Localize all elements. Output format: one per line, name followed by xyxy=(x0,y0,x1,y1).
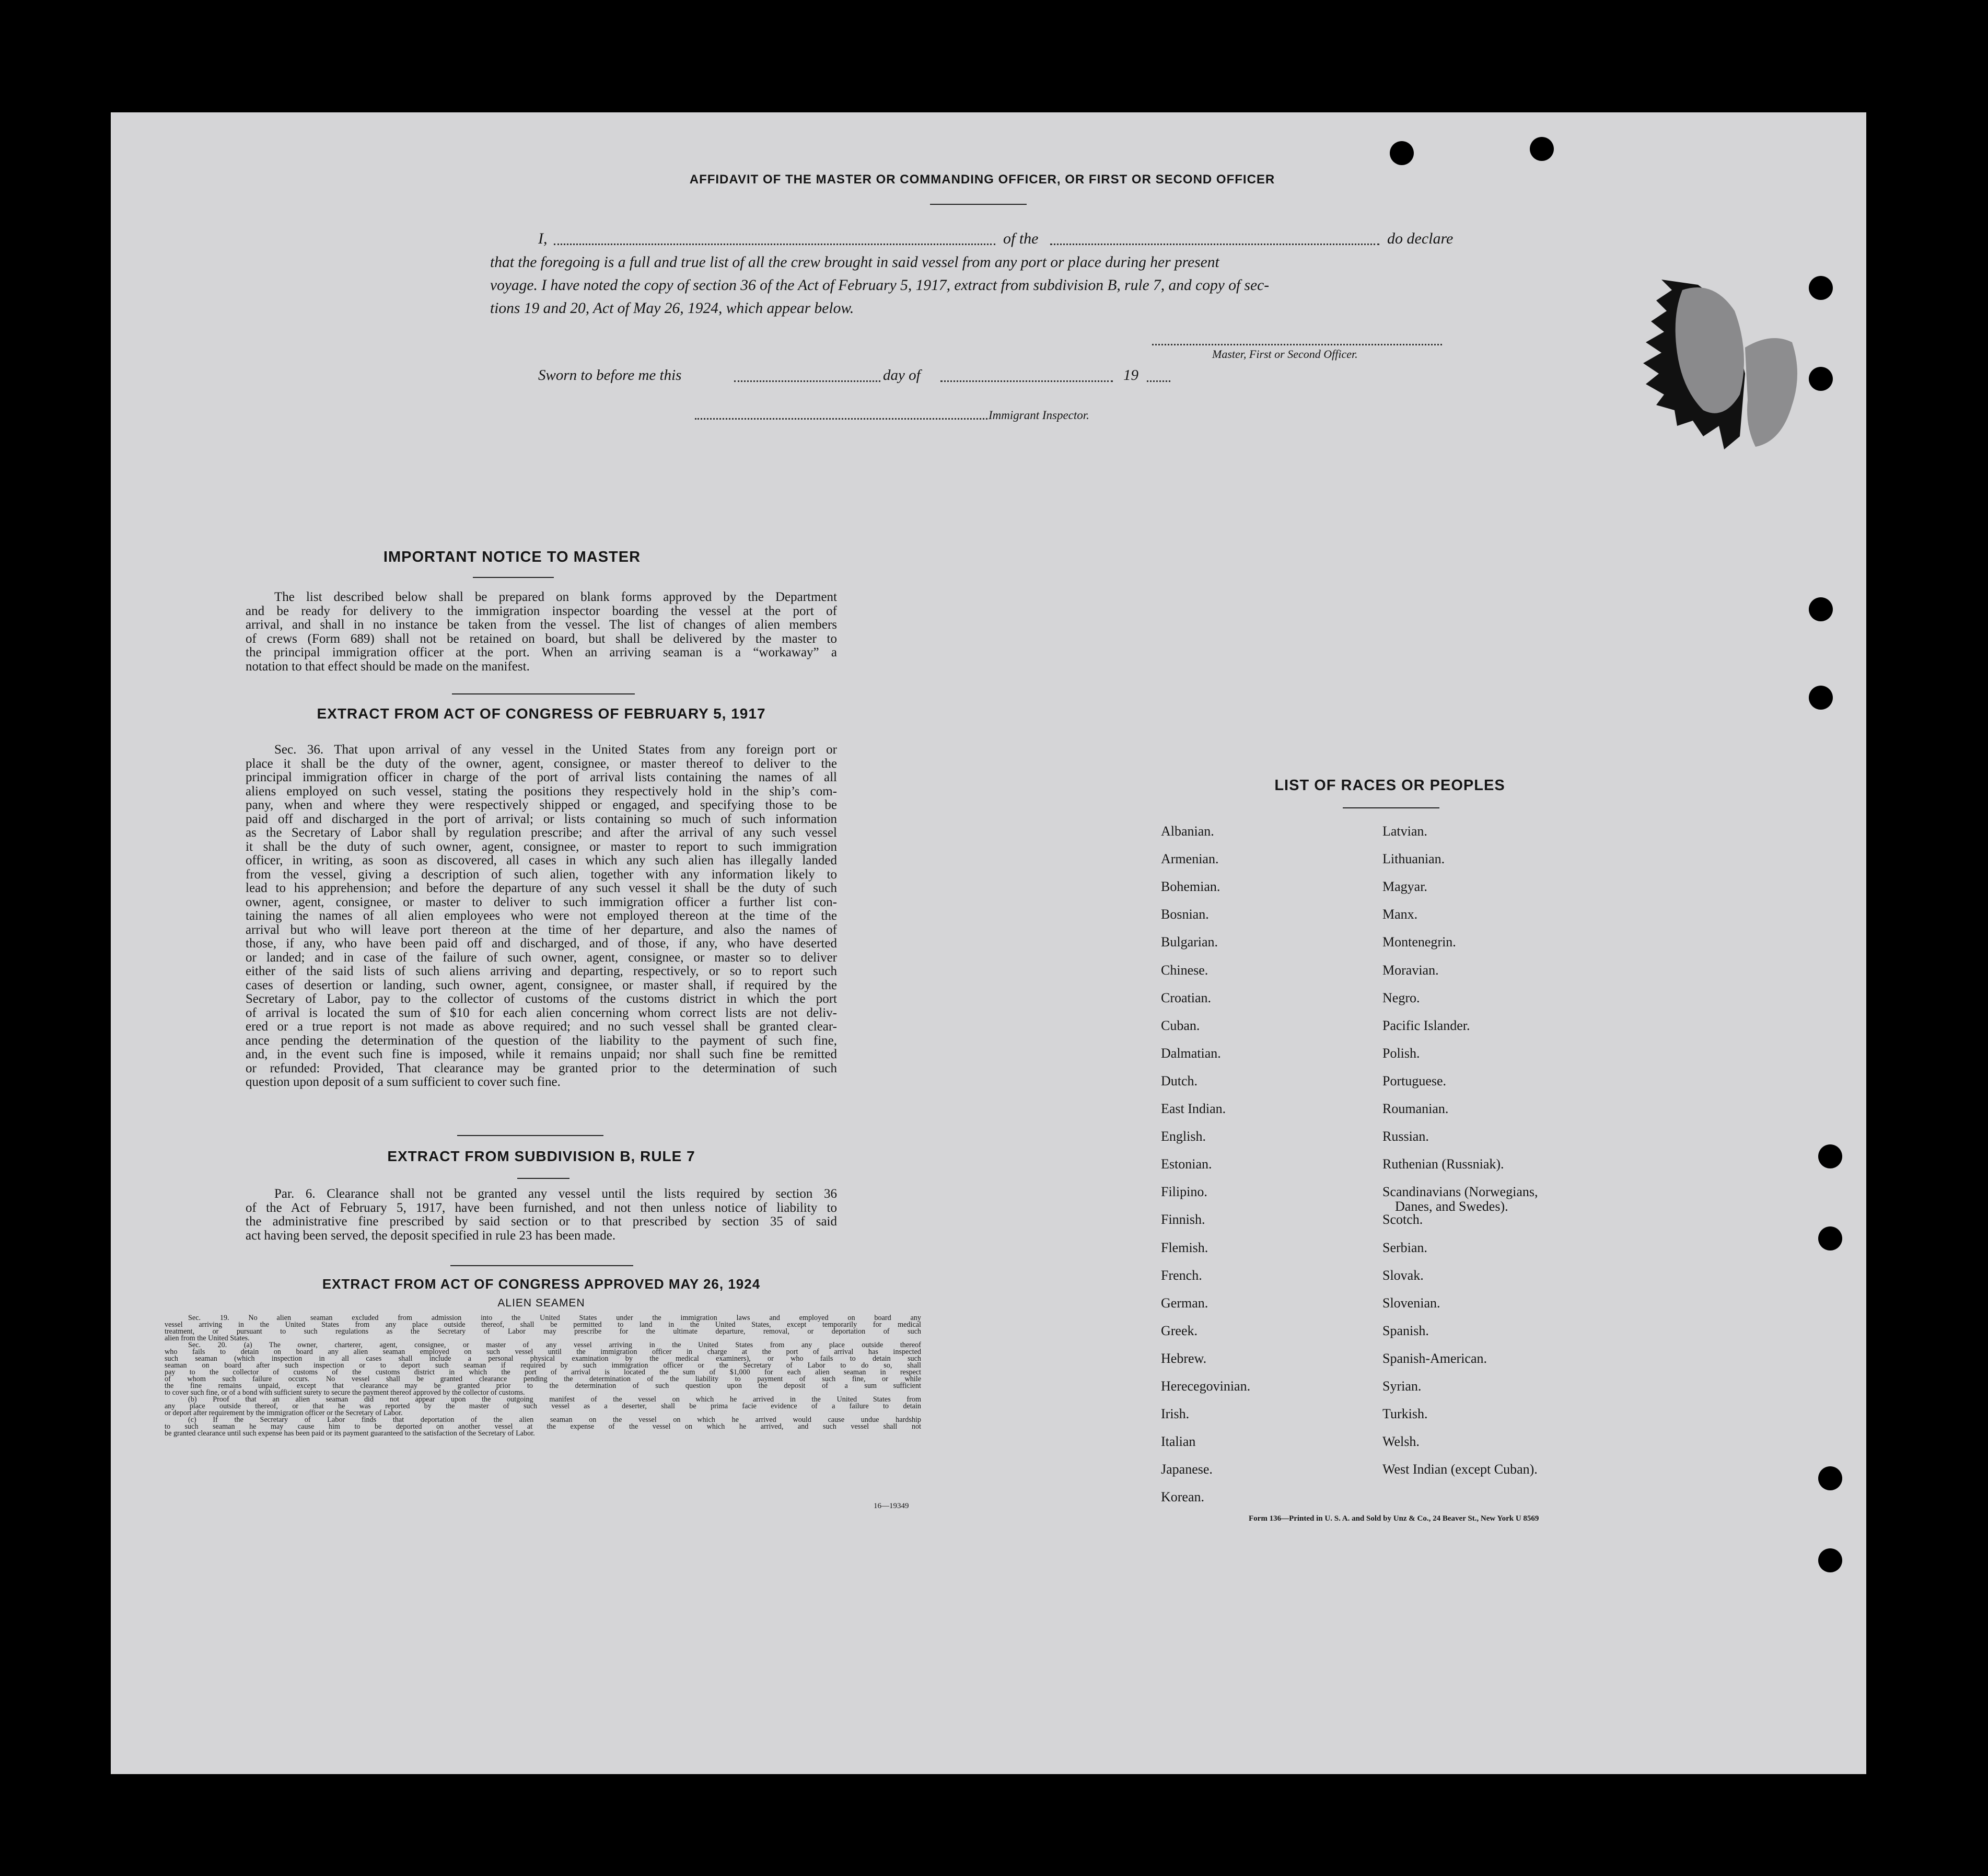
extract-1924-line: Sec. 20. (a) The owner, charterer, agent, consignee, or master of any vessel arriving in the United States from any place outside thereof xyxy=(188,1341,921,1349)
extract-1924-line: treatment, or pursuant to such regulations as the Secretary of Labor may prescribe for the ultimate departure, removal, or deportation of such xyxy=(165,1327,921,1336)
race-item: Roumanian. xyxy=(1382,1101,1449,1116)
race-item: German. xyxy=(1161,1295,1208,1311)
race-item: East Indian. xyxy=(1161,1101,1226,1116)
section-divider xyxy=(452,693,635,694)
race-item: Finnish. xyxy=(1161,1212,1205,1227)
race-item: Dutch. xyxy=(1161,1073,1198,1088)
punch-hole xyxy=(1809,686,1833,710)
rule7-title-rule xyxy=(517,1178,569,1179)
affidavit-line: that the foregoing is a full and true list of all the crew brought in said vessel from any port or place during her present xyxy=(490,254,1219,271)
race-item: Armenian. xyxy=(1161,851,1219,867)
extract-1917-title: EXTRACT FROM ACT OF CONGRESS OF FEBRUARY 5, 1917 xyxy=(317,705,766,722)
race-item: Danes, and Swedes). xyxy=(1395,1199,1508,1214)
race-item: Croatian. xyxy=(1161,990,1212,1005)
extract-1924-line: of whom such failure occurs. No vessel shall be granted clearance pending the determination of the liability to payment of such fine, or while xyxy=(165,1375,921,1383)
race-item: Greek. xyxy=(1161,1323,1198,1338)
extract-1917-line: owner, agent, consignee, or master to deliver to such immigration officer a further list con- xyxy=(246,895,837,909)
extract-1924-line: any place outside thereof, or that he was reported by the master of such vessel as a deserter, shall be prima facie evidence of a failure to detain xyxy=(165,1402,921,1410)
punch-hole xyxy=(1818,1144,1842,1168)
affidavit-title: AFFIDAVIT OF THE MASTER OR COMMANDING OFFICER, OR FIRST OR SECOND OFFICER xyxy=(689,172,1275,187)
race-item: French. xyxy=(1161,1267,1202,1283)
rule7-line: of the Act of February 5, 1917, have been furnished, and not then unless notice of liability to xyxy=(246,1200,837,1215)
race-item: Magyar. xyxy=(1382,879,1427,895)
race-item: Chinese. xyxy=(1161,962,1208,978)
punch-hole xyxy=(1809,597,1833,621)
extract-1917-line: from the vessel, giving a description of such alien, together with any information likely to xyxy=(246,867,837,882)
sworn-month-blank[interactable] xyxy=(940,372,1113,382)
extract-1917-line: it shall be the duty of such owner, agent, consignee, or master to report to such immigration xyxy=(246,839,837,854)
sworn-year-blank[interactable] xyxy=(1147,372,1170,382)
rule7-paragraph xyxy=(246,1187,837,1243)
race-item: Welsh. xyxy=(1382,1434,1420,1450)
race-item: Montenegrin. xyxy=(1382,934,1456,950)
extract-1917-line: pany, when and where they were respectively shipped or engaged, and specifying those to be xyxy=(246,798,837,812)
race-item: Flemish. xyxy=(1161,1240,1208,1255)
extract-1924-title: EXTRACT FROM ACT OF CONGRESS APPROVED MAY 26, 1924 xyxy=(322,1276,761,1292)
race-item: Ruthenian (Russniak). xyxy=(1382,1156,1504,1172)
extract-1924-line: to cover such fine, or of a bond with sufficient surety to secure the payment thereof approved by the collector of customs. xyxy=(165,1388,525,1397)
extract-1917-paragraph xyxy=(246,743,837,1090)
extract-1924-line: (c) If the Secretary of Labor finds that deportation of the alien seaman on the vessel on which he arrived would cause undue hardship xyxy=(188,1416,921,1424)
race-item: Albanian. xyxy=(1161,824,1214,839)
extract-1917-line: place it shall be the duty of the owner, agent, consignee, or master thereof to deliver to the xyxy=(246,756,837,771)
punch-hole xyxy=(1390,141,1414,165)
race-item: Slovenian. xyxy=(1382,1295,1440,1311)
race-item: Scotch. xyxy=(1382,1212,1423,1227)
race-item: Cuban. xyxy=(1161,1017,1200,1033)
master-signature-label: Master, First or Second Officer. xyxy=(1212,348,1358,361)
extract-1917-line: of arrival is located the sum of $10 for each alien concerning whom correct lists are not deliv- xyxy=(246,1005,837,1020)
race-item: Dalmatian. xyxy=(1161,1045,1221,1061)
notary-seal-remnant xyxy=(1614,269,1823,457)
punch-hole xyxy=(1530,137,1554,161)
races-title: LIST OF RACES OR PEOPLES xyxy=(1274,777,1505,794)
affidavit-title-rule xyxy=(930,204,1027,205)
extract-1917-line: officer, in writing, as soon as discovered, all cases in which any such alien has illegally landed xyxy=(246,853,837,867)
race-item: Korean. xyxy=(1161,1489,1205,1505)
year-text: 19 xyxy=(1123,367,1138,384)
punch-hole xyxy=(1818,1466,1842,1490)
race-item: Bulgarian. xyxy=(1161,934,1218,950)
extract-1917-line: as the Secretary of Labor shall by regulation prescribe; and after the arrival of any such vessel xyxy=(246,826,837,840)
rule7-line: act having been served, the deposit specified in rule 23 has been made. xyxy=(246,1228,616,1243)
extract-1917-line: lead to his apprehension; and before the departure of any such vessel it shall be the duty of such xyxy=(246,881,837,895)
notice-line: notation to that effect should be made on the manifest. xyxy=(246,659,530,674)
punch-hole xyxy=(1818,1226,1842,1250)
race-item: Bohemian. xyxy=(1161,879,1220,895)
race-item: Syrian. xyxy=(1382,1379,1422,1394)
extract-1924-line: who fails to detain on board any alien seaman employed on such vessel until the immigration officer in charge at the port of arrival has inspected xyxy=(165,1348,921,1356)
notice-line: the principal immigration officer at the port. When an arriving seaman is a “workaway” a xyxy=(246,645,837,659)
name-blank[interactable] xyxy=(554,234,995,245)
race-item: Herecegovinian. xyxy=(1161,1379,1251,1394)
extract-1924-line: or deport after requirement by the immigration officer or the Secretary of Labor. xyxy=(165,1409,403,1417)
race-item: Japanese. xyxy=(1161,1462,1213,1477)
race-item: Manx. xyxy=(1382,907,1418,922)
form-code: 16—19349 xyxy=(874,1502,909,1510)
extract-1917-line: ered or a true report is not made as above required; and no such vessel shall be granted clear- xyxy=(246,1020,837,1034)
sworn-text: Sworn to before me this xyxy=(538,367,682,384)
race-item: Serbian. xyxy=(1382,1240,1427,1255)
race-item: Polish. xyxy=(1382,1045,1420,1061)
races-title-rule xyxy=(1343,807,1439,808)
extract-1917-line: question upon deposit of a sum sufficient to cover such fine. xyxy=(246,1075,561,1089)
extract-1924-line: (b) Proof that an alien seaman did not appear upon the outgoing manifest of the vessel on which he arrived in the United States from xyxy=(188,1395,921,1404)
notice-title: IMPORTANT NOTICE TO MASTER xyxy=(383,549,641,565)
extract-1924-line: the fine remains unpaid, except that clearance may be granted prior to the determination of such question upon the deposit of a sum sufficient xyxy=(165,1382,921,1390)
race-item: Negro. xyxy=(1382,990,1420,1005)
section-divider xyxy=(450,1265,633,1266)
race-item: Hebrew. xyxy=(1161,1350,1207,1366)
race-item: Spanish. xyxy=(1382,1323,1429,1338)
extract-1924-line: vessel arriving in the United States from any place outside thereof, shall be permitted to land in the United States, except temporarily for medical xyxy=(165,1321,921,1329)
extract-1917-line: aliens employed on such vessel, stating the positions they respectively hold in the ship’s com- xyxy=(246,784,837,798)
race-item: West Indian (except Cuban). xyxy=(1382,1462,1538,1477)
notice-title-rule xyxy=(473,577,554,578)
race-item: Scandinavians (Norwegians, xyxy=(1382,1184,1538,1200)
affidavit-i: I, xyxy=(538,230,548,247)
race-item: Portuguese. xyxy=(1382,1073,1447,1088)
inspector-signature-label: Immigrant Inspector. xyxy=(989,409,1089,422)
notice-line: arrival, and shall in no instance be taken from the vessel. The list of changes of alien members xyxy=(246,618,837,632)
extract-1917-line: principal immigration officer in charge of the port of arrival lists containing the names of all xyxy=(246,770,837,784)
printer-footer: Form 136—Printed in U. S. A. and Sold by Unz & Co., 24 Beaver St., New York U 8569 xyxy=(1249,1514,1539,1523)
extract-1924-line: be granted clearance until such expense has been paid or its payment guaranteed to the satisfaction of the Secretary of Labor. xyxy=(165,1429,535,1438)
rule7-line: the administrative fine prescribed by said section or to that prescribed by section 35 of said xyxy=(246,1214,837,1229)
extract-1924-line: such seaman (which inspection in all cases shall include a personal physical examination by the medical examiners), or who fails to detain such xyxy=(165,1354,921,1363)
race-item: Spanish-American. xyxy=(1382,1350,1487,1366)
extract-1917-line: ance pending the determination of the question of the liability to the payment of such fine, xyxy=(246,1033,837,1048)
race-item: Slovak. xyxy=(1382,1267,1424,1283)
race-item: Italian xyxy=(1161,1434,1196,1450)
affidavit-of-the: of the xyxy=(1003,230,1039,247)
master-signature-line[interactable] xyxy=(1152,334,1442,345)
affidavit-declare: do declare xyxy=(1387,230,1454,247)
race-item: Pacific Islander. xyxy=(1382,1017,1470,1033)
extract-1924-line: seaman on board after such inspection or to deport such seaman if required by such immigration officer or the Secretary of Labor to do so, shall xyxy=(165,1361,921,1370)
punch-hole xyxy=(1818,1548,1842,1572)
sworn-day-blank[interactable] xyxy=(734,372,880,382)
section-divider xyxy=(457,1135,603,1136)
extract-1917-line: Sec. 36. That upon arrival of any vessel in the United States from any foreign port or xyxy=(274,743,837,757)
extract-1924-paragraph xyxy=(165,1315,921,1437)
rule7-line: Par. 6. Clearance shall not be granted any vessel until the lists required by section 36 xyxy=(274,1187,837,1201)
inspector-signature-line[interactable] xyxy=(695,410,987,420)
extract-1917-line: either of the said lists of such aliens arriving and departing, respectively, or so to report such xyxy=(246,964,837,978)
race-item: Turkish. xyxy=(1382,1406,1428,1422)
day-of-text: day of xyxy=(883,367,921,384)
notice-line: of crews (Form 689) shall not be retained on board, but shall be delivered by the master to xyxy=(246,631,837,646)
alien-seamen-subtitle: ALIEN SEAMEN xyxy=(497,1297,585,1309)
extract-1917-line: Secretary of Labor, pay to the collector of customs of the customs district in which the port xyxy=(246,992,837,1006)
extract-1917-line: arrival but who will leave port thereon at the time of her departure, and also the names of xyxy=(246,922,837,937)
extract-1917-line: those, if any, who have been paid off and discharged, and of those, if any, who have deserted xyxy=(246,936,837,951)
race-item: Irish. xyxy=(1161,1406,1190,1422)
race-item: English. xyxy=(1161,1129,1206,1144)
rule7-title: EXTRACT FROM SUBDIVISION B, RULE 7 xyxy=(387,1148,695,1164)
extract-1924-line: pay to the collector of customs of the customs district in which the port of arrival is located the sum of $1,000 for each alien seaman in respect xyxy=(165,1368,921,1376)
race-item: Estonian. xyxy=(1161,1156,1212,1172)
vessel-blank[interactable] xyxy=(1050,234,1379,245)
race-item: Russian. xyxy=(1382,1129,1429,1144)
notice-paragraph xyxy=(246,590,837,674)
extract-1924-line: Sec. 19. No alien seaman excluded from admission into the United States under the immigration laws and employed on board any xyxy=(188,1314,921,1322)
extract-1917-line: and, in the event such fine is imposed, while it remains unpaid; nor shall such fine be remitted xyxy=(246,1047,837,1061)
affidavit-line: voyage. I have noted the copy of section 36 of the Act of February 5, 1917, extract from subdivision B, rule 7, and copy of sec- xyxy=(490,277,1270,294)
race-item: Latvian. xyxy=(1382,824,1427,839)
notice-line: The list described below shall be prepared on blank forms approved by the Department xyxy=(274,590,837,604)
extract-1917-line: paid off and discharged in the port of arrival; or lists containing so much of such information xyxy=(246,812,837,826)
race-item: Moravian. xyxy=(1382,962,1439,978)
extract-1917-line: or landed; and in case of the failure of such owner, agent, consignee, or master so to deliver xyxy=(246,950,837,965)
extract-1917-line: cases of desertion or landing, such owner, agent, consignee, or master shall, if required by the xyxy=(246,978,837,992)
extract-1924-line: to such seaman he may cause him to be deported on another vessel at the expense of the vessel on which he arrived, and such vessel shall not xyxy=(165,1422,921,1431)
race-item: Filipino. xyxy=(1161,1184,1207,1200)
extract-1917-line: taining the names of all alien employees who were not employed thereon at the time of the xyxy=(246,909,837,923)
race-item: Lithuanian. xyxy=(1382,851,1445,867)
notice-line: and be ready for delivery to the immigration inspector boarding the vessel at the port of xyxy=(246,604,837,618)
affidavit-line: tions 19 and 20, Act of May 26, 1924, which appear below. xyxy=(490,300,854,317)
extract-1917-line: or refunded: Provided, That clearance may be granted prior to the determination of such xyxy=(246,1061,837,1075)
extract-1924-line: alien from the United States. xyxy=(165,1334,250,1342)
race-item: Bosnian. xyxy=(1161,907,1209,922)
